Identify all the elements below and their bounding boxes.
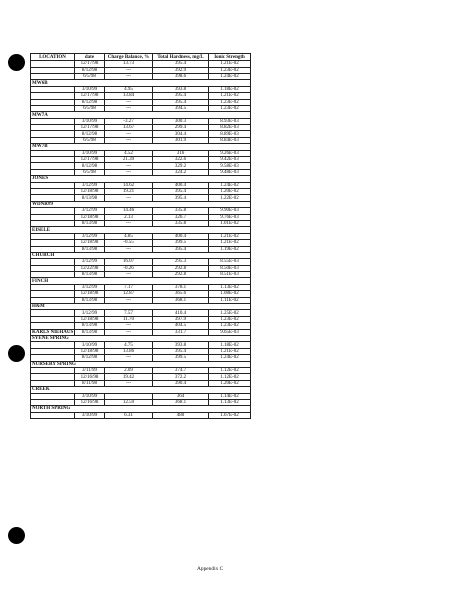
cell-total-hardness: 397.9 [153, 316, 209, 322]
table-row [31, 412, 251, 418]
cell-total-hardness: 378.1 [153, 284, 209, 290]
cell-total-hardness: 395.4 [153, 99, 209, 105]
cell-ionic-strength: 1.22E-02 [209, 195, 251, 201]
cell-charge-balance: --- [105, 246, 153, 252]
cell-total-hardness: 400.4 [153, 233, 209, 239]
cell-total-hardness: 404.5 [153, 323, 209, 329]
location-name: NURSERY SPRING [31, 361, 251, 367]
cell-charge-balance: 13.84 [105, 93, 153, 99]
cell-total-hardness: 292.8 [153, 265, 209, 271]
cell-ionic-strength: 1.13E-02 [209, 284, 251, 290]
location-name: FINCH [31, 278, 251, 284]
cell-charge-balance: 12.59 [105, 399, 153, 405]
cell-charge-balance: --- [105, 329, 153, 335]
cell-total-hardness: 364 [153, 393, 209, 399]
cell-total-hardness: 331.7 [153, 329, 209, 335]
cell-total-hardness: 400.4 [153, 182, 209, 188]
cell-total-hardness: 395.4 [153, 61, 209, 67]
cell-ionic-strength: 8.93E-03 [209, 118, 251, 124]
cell-date: 3/10/99 [75, 393, 105, 399]
cell-date: 8/11/98 [75, 380, 105, 386]
cell-ionic-strength: 1.21E-02 [209, 93, 251, 99]
location-name: MW7B [31, 144, 251, 150]
cell-date: 12/22/98 [75, 265, 105, 271]
cell-date: 12/17/98 [75, 93, 105, 99]
cell-ionic-strength: 1.23E-02 [209, 105, 251, 111]
cell-ionic-strength: 9.48E-03 [209, 169, 251, 175]
cell-charge-balance: --- [105, 67, 153, 73]
cell-ionic-strength: 1.18E-02 [209, 342, 251, 348]
location-name: CHURCH [31, 252, 251, 258]
cell-charge-balance: 13.86 [105, 348, 153, 354]
header-total-hardness: Total Hardness, mg/L [153, 54, 209, 61]
cell-total-hardness: 372.2 [153, 374, 209, 380]
cell-date: 8/13/98 [75, 272, 105, 278]
cell-charge-balance: 11.70 [105, 316, 153, 322]
cell-ionic-strength: 8.84E-03 [209, 137, 251, 143]
cell-date: 3/11/99 [75, 367, 105, 373]
cell-date: 6/5/98 [75, 137, 105, 143]
cell-charge-balance: 7.57 [105, 310, 153, 316]
cell-date: 8/13/98 [75, 220, 105, 226]
table-header-row [31, 54, 251, 61]
cell-charge-balance: 16.07 [105, 259, 153, 265]
cell-ionic-strength: 1.18E-02 [209, 86, 251, 92]
cell-charge-balance: 4.52 [105, 150, 153, 156]
cell-ionic-strength: 1.08E-02 [209, 291, 251, 297]
cell-ionic-strength: 9.26E-03 [209, 150, 251, 156]
cell-charge-balance: -3.27 [105, 118, 153, 124]
location-name: MW6B [31, 80, 251, 86]
cell-total-hardness: 393.8 [153, 86, 209, 92]
cell-total-hardness: 326.7 [153, 214, 209, 220]
cell-ionic-strength: 1.14E-02 [209, 393, 251, 399]
cell-total-hardness: 393.8 [153, 342, 209, 348]
cell-date: 12/17/98 [75, 61, 105, 67]
cell-date: 12/18/98 [75, 348, 105, 354]
cell-ionic-strength: 9.65E-03 [209, 329, 251, 335]
cell-ionic-strength: 1.19E-02 [209, 246, 251, 252]
cell-charge-balance: --- [105, 169, 153, 175]
cell-date: 8/12/98 [75, 131, 105, 137]
cell-total-hardness: 395.4 [153, 195, 209, 201]
cell-charge-balance: 12.87 [105, 291, 153, 297]
cell-date: 3/10/99 [75, 118, 105, 124]
cell-ionic-strength: 1.11E-02 [209, 297, 251, 303]
cell-charge-balance: -0.26 [105, 265, 153, 271]
header-date: date [75, 54, 105, 61]
cell-charge-balance: --- [105, 380, 153, 386]
cell-date: 6/5/98 [75, 105, 105, 111]
cell-charge-balance: --- [105, 131, 153, 137]
cell-total-hardness: 304.4 [153, 131, 209, 137]
cell-charge-balance: --- [105, 355, 153, 361]
cell-total-hardness: 292.8 [153, 272, 209, 278]
cell-ionic-strength: 1.12E-02 [209, 374, 251, 380]
cell-ionic-strength: 1.21E-02 [209, 240, 251, 246]
location-name: EISELE [31, 227, 251, 233]
cell-date: 12/18/98 [75, 240, 105, 246]
cell-charge-balance: --- [105, 272, 153, 278]
cell-date: 8/12/98 [75, 67, 105, 73]
cell-date: 12/16/98 [75, 399, 105, 405]
cell-charge-balance: 19.21 [105, 189, 153, 195]
cell-total-hardness: 374.7 [153, 367, 209, 373]
cell-charge-balance: 7.17 [105, 284, 153, 290]
cell-total-hardness: 335.8 [153, 220, 209, 226]
cell-date: 12/18/98 [75, 189, 105, 195]
cell-ionic-strength: 9.76E-03 [209, 214, 251, 220]
cell-ionic-strength: 1.01E-02 [209, 220, 251, 226]
cell-location [31, 412, 75, 418]
cell-date: 3/12/99 [75, 182, 105, 188]
cell-ionic-strength: 1.20E-02 [209, 380, 251, 386]
cell-date: 3/12/99 [75, 310, 105, 316]
cell-total-hardness: 399.5 [153, 240, 209, 246]
cell-date: 12/17/98 [75, 125, 105, 131]
table-body [31, 61, 251, 419]
cell-ionic-strength: 1.12E-02 [209, 367, 251, 373]
page-footer: Appendix C [197, 566, 224, 572]
cell-date: 6/5/98 [75, 169, 105, 175]
header-ionic-strength: Ionic Strength [209, 54, 251, 61]
cell-date: 3/10/99 [75, 342, 105, 348]
cell-charge-balance: 4.85 [105, 233, 153, 239]
cell-charge-balance: --- [105, 297, 153, 303]
cell-date: 3/12/99 [75, 284, 105, 290]
cell-total-hardness: 480 [153, 412, 209, 418]
cell-ionic-strength: 1.20E-02 [209, 189, 251, 195]
binder-hole-top [8, 54, 25, 71]
cell-date: 8/13/98 [75, 323, 105, 329]
location-name: H&M [31, 304, 251, 310]
header-location: LOCATION [31, 54, 75, 61]
cell-charge-balance: 19.42 [105, 374, 153, 380]
cell-date: 12/18/98 [75, 291, 105, 297]
cell-total-hardness: 329.2 [153, 163, 209, 169]
cell-ionic-strength: 1.24E-02 [209, 355, 251, 361]
cell-total-hardness: 295.3 [153, 259, 209, 265]
cell-total-hardness: 390.4 [153, 380, 209, 386]
cell-date: 8/13/98 [75, 195, 105, 201]
cell-charge-balance: -0.55 [105, 240, 153, 246]
cell-date: 12/18/98 [75, 214, 105, 220]
cell-ionic-strength: 8.51E-03 [209, 272, 251, 278]
cell-date: 3/12/99 [75, 259, 105, 265]
cell-charge-balance: 21.39 [105, 157, 153, 163]
cell-charge-balance: 2.13 [105, 214, 153, 220]
cell-ionic-strength: 1.23E-02 [209, 316, 251, 322]
cell-charge-balance: --- [105, 195, 153, 201]
cell-ionic-strength: 8.55E-03 [209, 259, 251, 265]
binder-hole-bottom [8, 527, 25, 544]
cell-charge-balance: 6.31 [105, 412, 153, 418]
cell-total-hardness: 368.1 [153, 399, 209, 405]
cell-charge-balance: --- [105, 73, 153, 79]
cell-ionic-strength: 1.23E-02 [209, 67, 251, 73]
cell-charge-balance: --- [105, 220, 153, 226]
cell-total-hardness: 316 [153, 150, 209, 156]
cell-ionic-strength: 9.90E-03 [209, 208, 251, 214]
cell-charge-balance: --- [105, 323, 153, 329]
water-quality-table [30, 53, 251, 419]
cell-ionic-strength: 1.21E-02 [209, 348, 251, 354]
binder-hole-middle [8, 345, 25, 362]
cell-charge-balance: --- [105, 163, 153, 169]
cell-ionic-strength: 1.23E-02 [209, 323, 251, 329]
cell-total-hardness: 395.4 [153, 246, 209, 252]
cell-ionic-strength: 1.13E-02 [209, 399, 251, 405]
location-name: NORTH SPRING [31, 406, 251, 412]
cell-total-hardness: 394.5 [153, 105, 209, 111]
cell-location: KARLS NIEHAUS [32, 329, 74, 335]
cell-date: 12/18/98 [75, 316, 105, 322]
cell-date: 8/13/98 [75, 297, 105, 303]
cell-total-hardness: 395.4 [153, 189, 209, 195]
cell-charge-balance: 14.46 [105, 208, 153, 214]
cell-date: 8/13/98 [75, 246, 105, 252]
header-charge-balance: Charge Balance, % [105, 54, 153, 61]
location-name: WDNR#9 [31, 201, 251, 207]
cell-charge-balance: --- [105, 99, 153, 105]
cell-date: 6/5/98 [75, 73, 105, 79]
cell-date: 3/10/99 [75, 412, 105, 418]
cell-total-hardness: 300.3 [153, 118, 209, 124]
location-name: CREEK [31, 387, 251, 393]
cell-charge-balance: 14.62 [105, 182, 153, 188]
cell-total-hardness: 392.9 [153, 67, 209, 73]
cell-ionic-strength: 9.42E-03 [209, 157, 251, 163]
cell-ionic-strength: 8.89E-03 [209, 131, 251, 137]
cell-charge-balance: 4.75 [105, 342, 153, 348]
cell-date: 8/13/98 [75, 329, 105, 335]
cell-total-hardness: 301.9 [153, 137, 209, 143]
location-name: SYENE SPRING [31, 335, 251, 341]
location-name: MW7A [31, 112, 251, 118]
cell-total-hardness: 399.5 [153, 355, 209, 361]
cell-date: 3/10/99 [75, 86, 105, 92]
cell-total-hardness: 395.4 [153, 93, 209, 99]
cell-total-hardness: 299.4 [153, 125, 209, 131]
cell-ionic-strength: 9.58E-03 [209, 163, 251, 169]
cell-date: 3/12/99 [75, 233, 105, 239]
cell-total-hardness: 322.6 [153, 157, 209, 163]
cell-date: 3/10/99 [75, 150, 105, 156]
cell-ionic-strength: 1.23E-02 [209, 99, 251, 105]
cell-date: 8/12/98 [75, 163, 105, 169]
cell-total-hardness: 365.6 [153, 291, 209, 297]
cell-ionic-strength: 1.21E-02 [209, 61, 251, 67]
cell-charge-balance: 13.73 [105, 61, 153, 67]
cell-charge-balance: 13.67 [105, 125, 153, 131]
cell-charge-balance: 2.09 [105, 367, 153, 373]
cell-ionic-strength: 1.67E-02 [209, 412, 251, 418]
cell-date: 12/16/98 [75, 374, 105, 380]
cell-total-hardness: 335.8 [153, 208, 209, 214]
location-name: JONES [31, 176, 251, 182]
cell-charge-balance: --- [105, 105, 153, 111]
cell-total-hardness: 324.2 [153, 169, 209, 175]
cell-total-hardness: 398.6 [153, 73, 209, 79]
cell-ionic-strength: 1.24E-02 [209, 73, 251, 79]
cell-ionic-strength: 1.25E-02 [209, 310, 251, 316]
cell-total-hardness: 368.1 [153, 297, 209, 303]
cell-charge-balance: --- [105, 137, 153, 143]
cell-date: 8/12/98 [75, 99, 105, 105]
cell-total-hardness: 410.4 [153, 310, 209, 316]
cell-date: 12/17/98 [75, 157, 105, 163]
cell-ionic-strength: 8.82E-03 [209, 125, 251, 131]
cell-date: 3/12/99 [75, 208, 105, 214]
cell-ionic-strength: 1.24E-02 [209, 182, 251, 188]
cell-charge-balance: 4.95 [105, 86, 153, 92]
cell-date: 8/12/98 [75, 355, 105, 361]
cell-ionic-strength: 8.50E-03 [209, 265, 251, 271]
cell-ionic-strength: 1.21E-02 [209, 233, 251, 239]
cell-total-hardness: 395.4 [153, 348, 209, 354]
